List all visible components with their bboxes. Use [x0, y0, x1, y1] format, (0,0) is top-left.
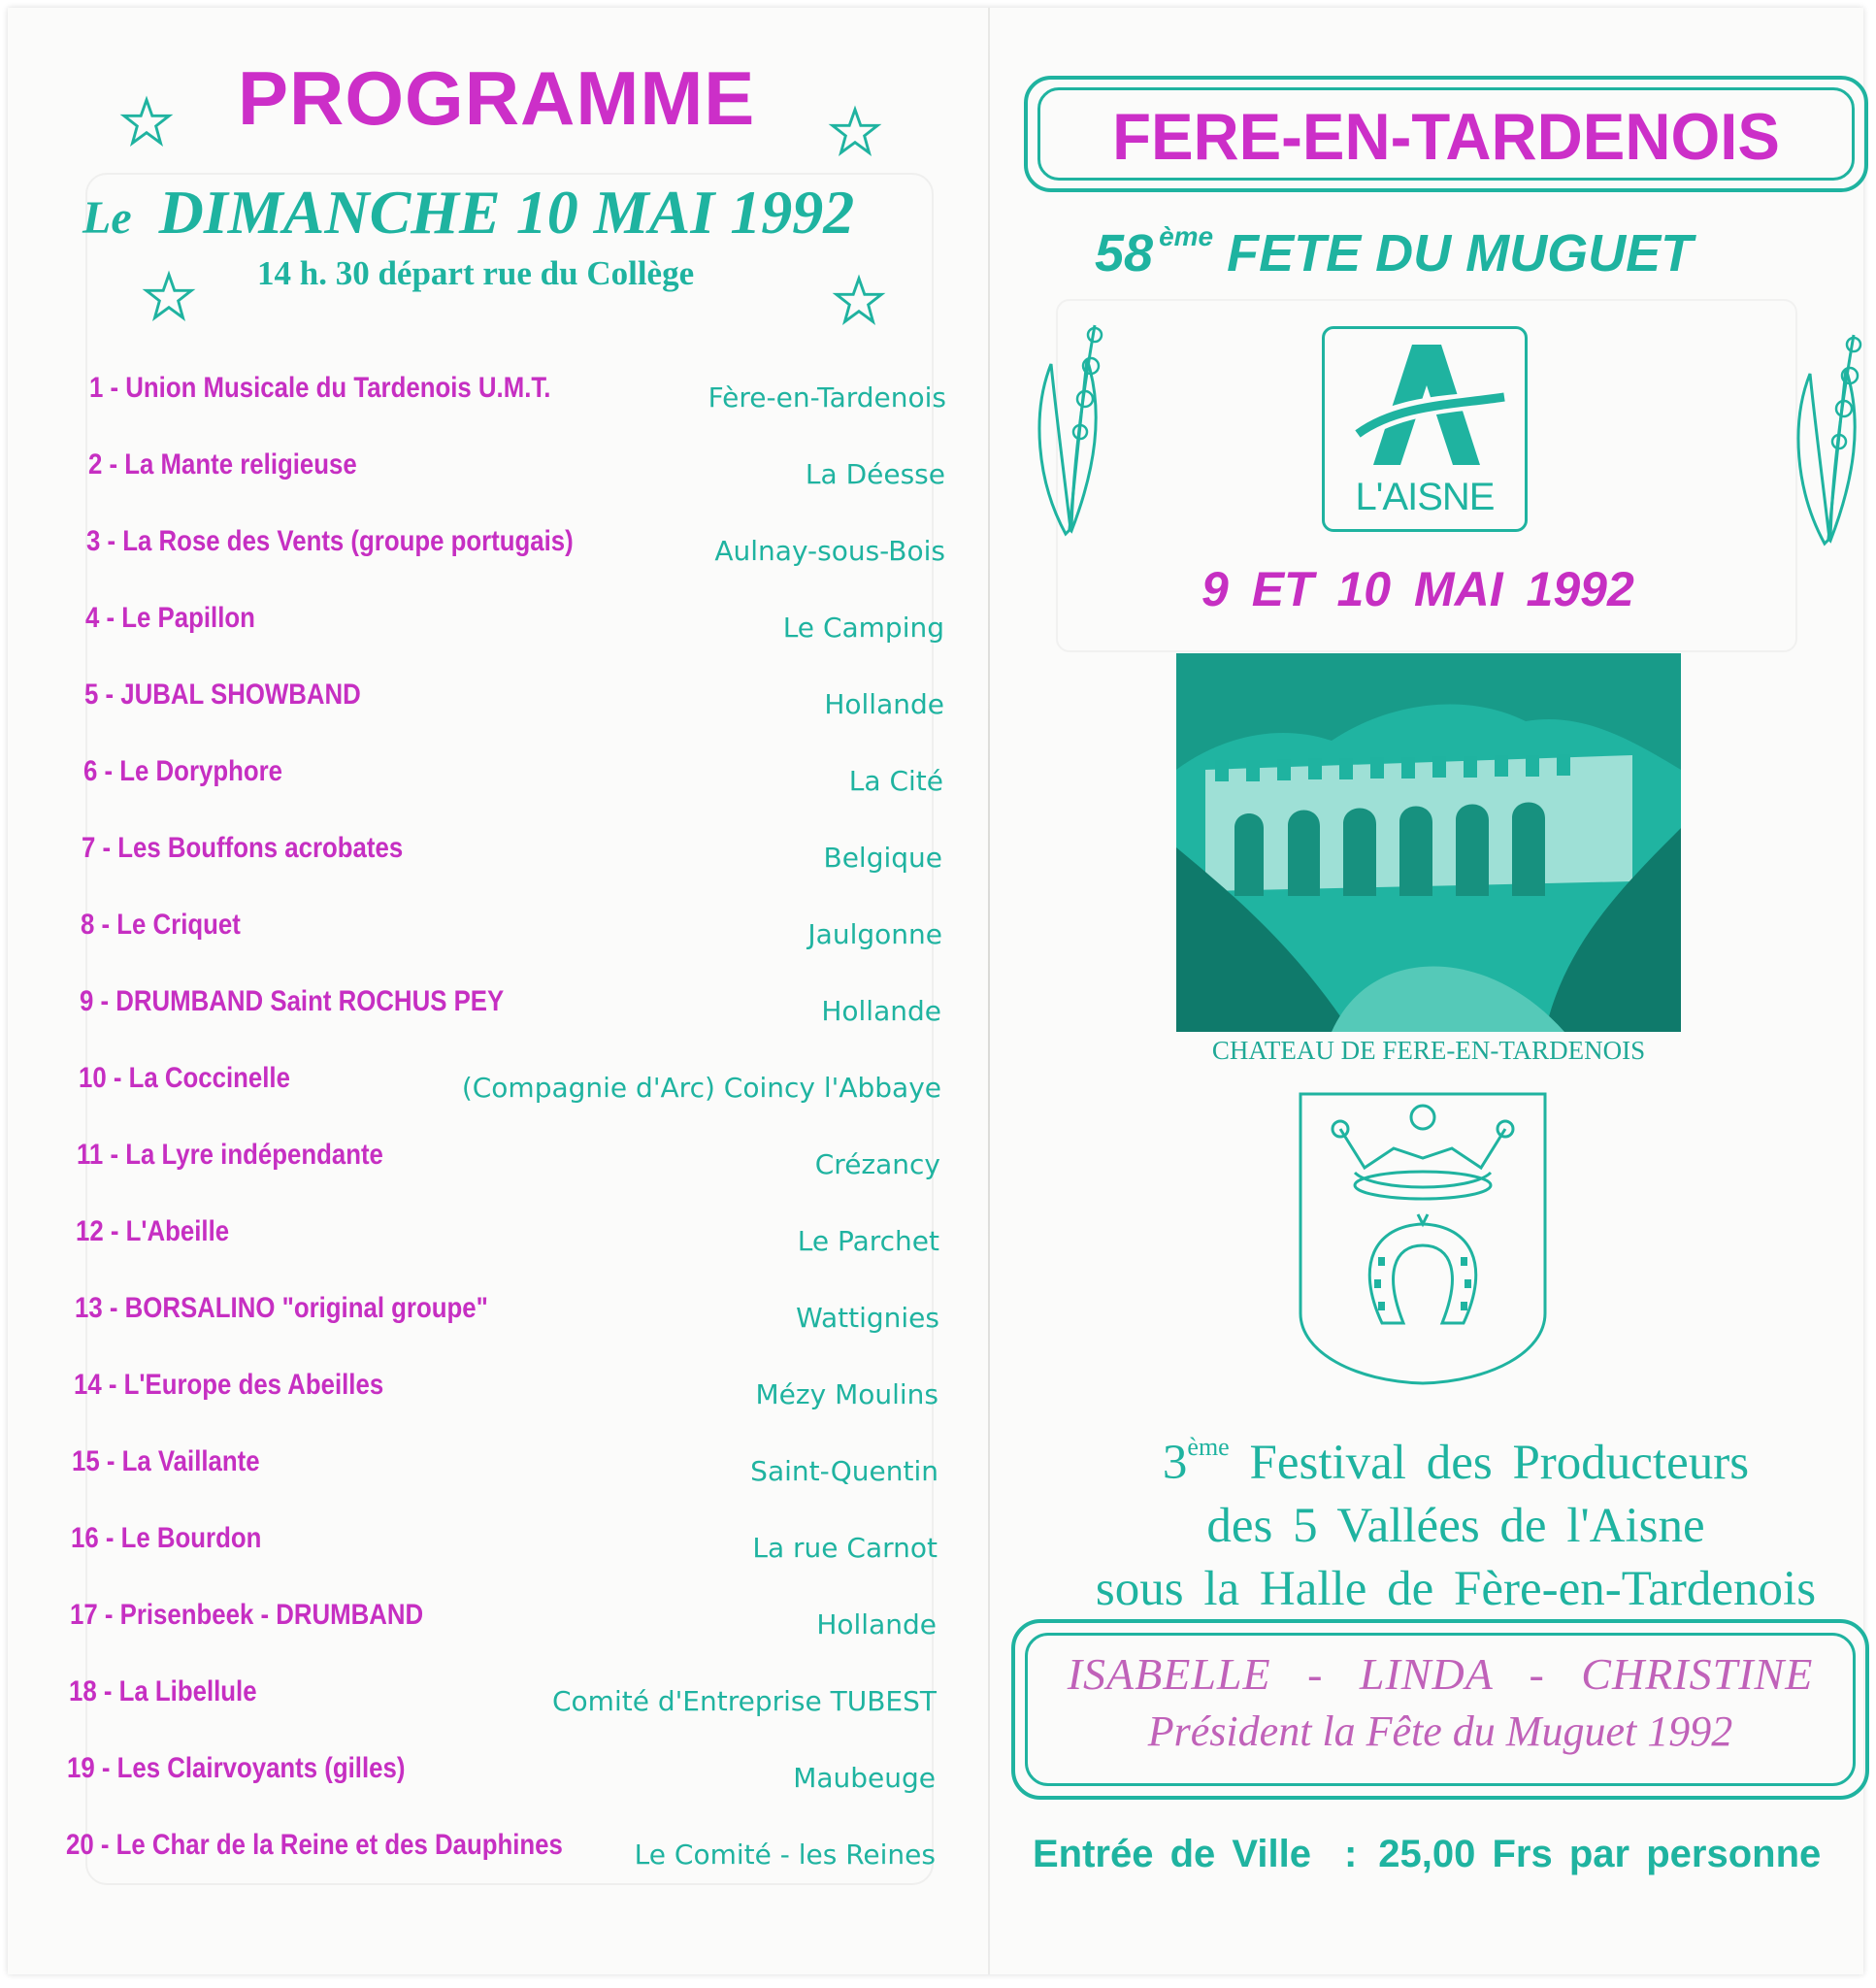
festival-announcement: [1029, 1415, 1876, 1621]
programme-item: [76, 1215, 939, 1264]
programme-item-name: 16 - Le Bourdon: [71, 1522, 262, 1554]
programme-item: [84, 679, 944, 727]
photo-caption: CHATEAU DE FERE-EN-TARDENOIS: [1211, 1036, 1646, 1065]
programme-item: [86, 525, 945, 574]
programme-item-name: 13 - BORSALINO "original groupe": [75, 1292, 488, 1324]
event-date: [82, 177, 854, 248]
programme-item-name: 3 - La Rose des Vents (groupe portugais): [86, 525, 574, 557]
programme-item-place: La rue Carnot: [752, 1532, 938, 1564]
programme-item: [69, 1675, 937, 1724]
programme-item: [83, 755, 943, 804]
logo-text: L'AISNE: [1355, 476, 1495, 518]
programme-item: [88, 448, 945, 497]
star-icon: [141, 270, 197, 326]
entry-price: [1033, 1833, 1821, 1876]
programme-item-place: Le Comité - les Reines: [634, 1839, 936, 1871]
chateau-photo: [1176, 653, 1681, 1032]
programme-item-name: 17 - Prisenbeek - DRUMBAND: [70, 1599, 424, 1631]
programme-item-name: 11 - La Lyre indépendante: [77, 1139, 383, 1171]
programme-item-place: Crézancy: [814, 1148, 940, 1180]
programme-item: [82, 832, 942, 880]
programme-item-place: Fère-en-Tardenois: [708, 381, 946, 414]
programme-item: [74, 1369, 938, 1417]
departure-info: 14 h. 30 départ rue du Collège: [257, 254, 695, 292]
programme-item-place: Hollande: [824, 688, 944, 720]
entry-amount: 25,00 Frs par personne: [1378, 1833, 1822, 1875]
star-icon: [118, 95, 175, 151]
programme-item-name: 10 - La Coccinelle: [79, 1062, 290, 1094]
programme-item-place: Aulnay-sous-Bois: [714, 535, 945, 567]
programme-item-place: Saint-Quentin: [750, 1455, 938, 1487]
programme-item: [66, 1829, 936, 1877]
programme-item: [67, 1752, 936, 1801]
programme-item: [70, 1599, 937, 1647]
programme-item-place: La Cité: [848, 765, 943, 797]
programme-item: [85, 602, 944, 650]
programme-item-name: 12 - L'Abeille: [76, 1215, 230, 1247]
programme-item-name: 6 - Le Doryphore: [83, 755, 283, 787]
programme-item-name: 7 - Les Bouffons acrobates: [82, 832, 404, 864]
programme-item-name: 5 - JUBAL SHOWBAND: [84, 679, 361, 711]
presidents-line: Président la Fête du Muguet 1992: [1147, 1707, 1733, 1755]
programme-item-place: La Déesse: [805, 458, 945, 490]
programme-item-place: Le Parchet: [797, 1225, 939, 1257]
programme-item-name: 2 - La Mante religieuse: [88, 448, 357, 480]
programme-item-place: Comité d'Entreprise TUBEST: [551, 1685, 937, 1717]
programme-item-place: Hollande: [816, 1608, 937, 1640]
programme-item-place: Maubeuge: [793, 1762, 936, 1794]
star-icon: [831, 274, 887, 330]
programme-item: [89, 372, 946, 420]
programme-item-name: 19 - Les Clairvoyants (gilles): [67, 1752, 406, 1784]
programme-item: [81, 909, 942, 957]
programme-item: [72, 1445, 938, 1494]
fete-title: [1095, 221, 1693, 283]
programme-item-name: 8 - Le Criquet: [81, 909, 241, 941]
programme-item-place: Mézy Moulins: [755, 1378, 938, 1410]
aisne-logo: [1322, 326, 1528, 532]
town-title: FERE-EN-TARDENOIS: [1112, 100, 1780, 174]
programme-item-place: Jaulgonne: [807, 918, 942, 950]
programme-item-name: 15 - La Vaillante: [72, 1445, 260, 1477]
programme-item-name: 14 - L'Europe des Abeilles: [74, 1369, 384, 1401]
programme-item: [80, 985, 941, 1034]
festival-line-2: des 5 Vallées de l'Aisne: [1206, 1499, 1705, 1553]
presidents-names: ISABELLE - LINDA - CHRISTINE: [1067, 1649, 1814, 1699]
lily-of-the-valley-icon: [1027, 306, 1124, 539]
lily-of-the-valley-icon: [1786, 315, 1876, 548]
festival-line-1: 3ème Festival des Producteurs: [1162, 1433, 1750, 1490]
programme-item-place: (Compagnie d'Arc) Coincy l'Abbaye: [461, 1072, 941, 1104]
programme-item-name: 9 - DRUMBAND Saint ROCHUS PEY: [80, 985, 505, 1017]
entry-label: Entrée de Ville: [1033, 1833, 1311, 1875]
edition-number: 58: [1095, 224, 1154, 282]
entry-separator: :: [1343, 1833, 1358, 1875]
date-text: DIMANCHE 10 MAI 1992: [158, 178, 855, 247]
programme-item-name: 20 - Le Char de la Reine et des Dauphines: [66, 1829, 563, 1861]
aisne-logo-icon: [1344, 337, 1509, 473]
fete-dates: 9 ET 10 MAI 1992: [1201, 562, 1634, 616]
programme-item-place: Hollande: [821, 995, 941, 1027]
presidents-box: [1011, 1619, 1869, 1800]
programme-item: [75, 1292, 939, 1341]
fete-name: FETE DU MUGUET: [1227, 224, 1694, 282]
programme-item: [77, 1139, 940, 1187]
coat-of-arms-icon: [1297, 1090, 1549, 1386]
star-icon: [827, 105, 883, 161]
programme-item: [79, 1062, 941, 1110]
programme-title: PROGRAMME: [238, 55, 756, 141]
edition-suffix: ème: [1159, 221, 1214, 251]
date-prefix: Le: [82, 192, 132, 244]
town-banner: [1024, 76, 1868, 192]
festival-line-3: sous la Halle de Fère-en-Tardenois: [1095, 1562, 1817, 1616]
festival-number: 3: [1162, 1436, 1188, 1490]
programme-item-name: 18 - La Libellule: [69, 1675, 257, 1707]
programme-item-place: Belgique: [823, 842, 942, 874]
programme-item: [71, 1522, 938, 1571]
programme-item-place: Wattignies: [796, 1302, 939, 1334]
festival-suffix: ème: [1187, 1433, 1230, 1461]
fold-line: [988, 8, 990, 1974]
programme-item-name: 4 - Le Papillon: [85, 602, 255, 634]
programme-item-name: 1 - Union Musicale du Tardenois U.M.T.: [89, 372, 551, 404]
programme-item-place: Le Camping: [782, 612, 944, 644]
